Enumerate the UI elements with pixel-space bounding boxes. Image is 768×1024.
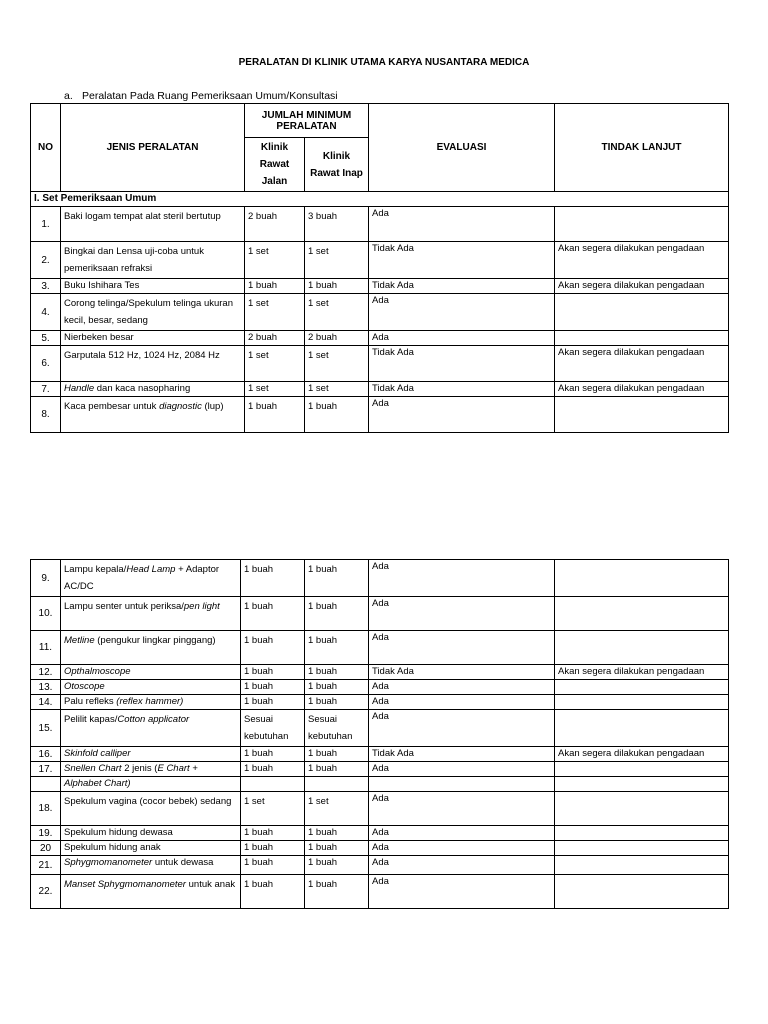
cell-jenis [61, 856, 241, 875]
cell-tindak [555, 331, 729, 346]
cell-jalan: 1 buah [241, 631, 305, 665]
subtitle-letter: a. [64, 90, 73, 102]
cell-evaluasi: Tidak Ada [369, 242, 555, 279]
cell-evaluasi: Ada [369, 680, 555, 695]
cell-no: 18. [31, 792, 61, 826]
cell-evaluasi: Ada [369, 841, 555, 856]
cell-inap: 1 buah [305, 875, 369, 909]
jenis-text: untuk anak [185, 879, 236, 890]
cell-tindak: Akan segera dilakukan pengadaan [555, 382, 729, 397]
cell-jalan: 1 buah [245, 279, 305, 294]
equipment-table-page1 [30, 103, 729, 433]
cell-evaluasi [369, 777, 555, 792]
cell-no: 14. [31, 695, 61, 710]
cell-inap: 1 buah [305, 762, 369, 777]
cell-inap: 1 buah [305, 826, 369, 841]
table-row [31, 331, 729, 346]
cell-inap: 1 buah [305, 631, 369, 665]
cell-no: 20 [31, 841, 61, 856]
jenis-text: 2 jenis ( [121, 763, 158, 774]
cell-inap: 3 buah [305, 207, 369, 242]
cell-evaluasi: Ada [369, 856, 555, 875]
cell-inap: 1 buah [305, 560, 369, 597]
cell-inap: 2 buah [305, 331, 369, 346]
cell-jalan: 1 buah [245, 397, 305, 433]
cell-evaluasi: Tidak Ada [369, 665, 555, 680]
cell-inap [305, 777, 369, 792]
cell-tindak [555, 762, 729, 777]
cell-jalan: 2 buah [245, 207, 305, 242]
jenis-text: Manset Sphygmomanometer [64, 879, 186, 890]
jenis-text: Lampu kepala/ [64, 564, 127, 575]
table-row [31, 762, 729, 777]
cell-jalan: 1 buah [241, 875, 305, 909]
jenis-text: Lampu senter untuk periksa/ [64, 601, 184, 612]
cell-tindak [555, 631, 729, 665]
table-row [31, 242, 729, 279]
cell-jenis [61, 695, 241, 710]
cell-jenis [61, 279, 245, 294]
cell-inap: 1 buah [305, 856, 369, 875]
cell-evaluasi: Ada [369, 875, 555, 909]
jenis-text: + [189, 763, 198, 774]
cell-jenis [61, 631, 241, 665]
cell-tindak: Akan segera dilakukan pengadaan [555, 346, 729, 382]
cell-tindak: Akan segera dilakukan pengadaan [555, 665, 729, 680]
cell-evaluasi: Ada [369, 695, 555, 710]
cell-jenis [61, 826, 241, 841]
cell-no: 15. [31, 710, 61, 747]
cell-inap: 1 set [305, 346, 369, 382]
cell-evaluasi: Tidak Ada [369, 747, 555, 762]
cell-inap: 1 buah [305, 747, 369, 762]
table-row [31, 680, 729, 695]
header-rawat-inap: Klinik Rawat Inap [305, 138, 369, 192]
cell-evaluasi: Ada [369, 597, 555, 631]
jenis-text: dan kaca nasopharing [94, 383, 191, 394]
jenis-text: Metline [64, 635, 95, 646]
cell-tindak [555, 294, 729, 331]
cell-tindak [555, 875, 729, 909]
cell-jenis [61, 875, 241, 909]
cell-tindak [555, 597, 729, 631]
jenis-text: Cotton applicator [117, 714, 190, 725]
cell-no: 17. [31, 762, 61, 777]
table-row [31, 560, 729, 597]
cell-evaluasi: Ada [369, 631, 555, 665]
cell-evaluasi: Ada [369, 710, 555, 747]
cell-no: 6. [31, 346, 61, 382]
cell-jenis [61, 597, 241, 631]
cell-tindak [555, 841, 729, 856]
cell-tindak [555, 826, 729, 841]
table-row [31, 826, 729, 841]
jenis-text: Alphabet Chart) [64, 778, 131, 789]
cell-jenis [61, 680, 241, 695]
jenis-text: Baki logam tempat alat steril bertutup [64, 211, 221, 222]
cell-jalan [241, 777, 305, 792]
table-row [31, 747, 729, 762]
cell-no: 4. [31, 294, 61, 331]
cell-no: 12. [31, 665, 61, 680]
cell-inap: 1 buah [305, 695, 369, 710]
document-title: PERALATAN DI KLINIK UTAMA KARYA NUSANTARA MEDICA [238, 57, 530, 68]
cell-no: 7. [31, 382, 61, 397]
cell-tindak: Akan segera dilakukan pengadaan [555, 242, 729, 279]
cell-jalan: 1 buah [241, 680, 305, 695]
cell-evaluasi: Ada [369, 560, 555, 597]
jenis-text: Kaca pembesar untuk [64, 401, 157, 412]
cell-evaluasi: Ada [369, 397, 555, 433]
cell-tindak [555, 560, 729, 597]
table-row [31, 382, 729, 397]
cell-jenis [61, 762, 241, 777]
cell-inap: 1 set [305, 242, 369, 279]
cell-jalan: 1 set [245, 346, 305, 382]
table-row [31, 777, 729, 792]
cell-jenis [61, 382, 245, 397]
cell-evaluasi: Ada [369, 826, 555, 841]
cell-jenis [61, 560, 241, 597]
jenis-text: Pelilit kapas/ [64, 714, 118, 725]
cell-no: 21. [31, 856, 61, 875]
cell-jenis [61, 207, 245, 242]
cell-inap: 1 buah [305, 680, 369, 695]
jenis-text: Bingkai dan Lensa uji-coba untuk pemeriksaan refraksi [64, 246, 204, 274]
table-row [31, 279, 729, 294]
cell-evaluasi: Ada [369, 207, 555, 242]
cell-jalan: 1 buah [241, 841, 305, 856]
jenis-text: Garputala 512 Hz, 1024 Hz, 2084 Hz [64, 350, 220, 361]
cell-tindak [555, 680, 729, 695]
table-body-page2 [31, 560, 729, 909]
cell-no: 11. [31, 631, 61, 665]
jenis-text: Spekulum hidung dewasa [64, 827, 173, 838]
cell-jenis [61, 346, 245, 382]
header-jumlah: JUMLAH MINIMUM PERALATAN [245, 104, 369, 138]
cell-no: 22. [31, 875, 61, 909]
cell-jenis [61, 294, 245, 331]
jenis-text: Corong telinga/Spekulum telinga ukuran kecil, besar, sedang [64, 298, 233, 326]
jenis-text: Nierbeken besar [64, 332, 134, 343]
jenis-text: Palu refleks [64, 696, 117, 707]
cell-jalan: 1 buah [241, 826, 305, 841]
cell-jalan: Sesuai kebutuhan [241, 710, 305, 747]
cell-jalan: 1 buah [241, 762, 305, 777]
cell-no: 16. [31, 747, 61, 762]
cell-jenis [61, 331, 245, 346]
equipment-table-page2 [30, 559, 729, 909]
jenis-text: Spekulum vagina (cocor bebek) sedang [64, 796, 232, 807]
cell-tindak [555, 777, 729, 792]
table-body-page1 [31, 207, 729, 433]
cell-evaluasi: Tidak Ada [369, 279, 555, 294]
cell-no: 5. [31, 331, 61, 346]
header-jenis: JENIS PERALATAN [61, 104, 245, 192]
cell-evaluasi: Ada [369, 331, 555, 346]
jenis-text: + Adaptor AC/DC [64, 564, 220, 592]
cell-no: 13. [31, 680, 61, 695]
cell-no: 2. [31, 242, 61, 279]
jenis-text: Buku Ishihara Tes [64, 280, 140, 291]
header-tindak-lanjut: TINDAK LANJUT [555, 104, 729, 192]
jenis-text: untuk dewasa [152, 857, 214, 868]
cell-inap: 1 buah [305, 279, 369, 294]
jenis-text: Spekulum hidung anak [64, 842, 161, 853]
cell-inap: 1 buah [305, 597, 369, 631]
section-subtitle [64, 90, 338, 102]
cell-evaluasi: Tidak Ada [369, 346, 555, 382]
cell-jalan: 1 set [241, 792, 305, 826]
cell-jenis [61, 397, 245, 433]
cell-no: 3. [31, 279, 61, 294]
jenis-text: Otoscope [64, 681, 105, 692]
cell-jenis [61, 792, 241, 826]
cell-evaluasi: Ada [369, 762, 555, 777]
cell-tindak: Akan segera dilakukan pengadaan [555, 279, 729, 294]
table-row [31, 597, 729, 631]
cell-tindak [555, 856, 729, 875]
cell-evaluasi: Tidak Ada [369, 382, 555, 397]
cell-jalan: 2 buah [245, 331, 305, 346]
cell-jalan: 1 set [245, 382, 305, 397]
jenis-text: (pengukur lingkar pinggang) [94, 635, 216, 646]
cell-no: 1. [31, 207, 61, 242]
cell-jenis [61, 665, 241, 680]
cell-tindak [555, 207, 729, 242]
cell-evaluasi: Ada [369, 294, 555, 331]
cell-inap: 1 set [305, 382, 369, 397]
cell-jalan: 1 set [245, 294, 305, 331]
table-row [31, 397, 729, 433]
jenis-text: (lup) [201, 401, 224, 412]
cell-jenis [61, 242, 245, 279]
table-row [31, 294, 729, 331]
table-row [31, 856, 729, 875]
cell-no: 10. [31, 597, 61, 631]
cell-inap: 1 buah [305, 397, 369, 433]
cell-jalan: 1 buah [241, 856, 305, 875]
jenis-text: Head Lamp [126, 564, 176, 575]
jenis-text: Sphygmomanometer [64, 857, 153, 868]
jenis-text: Snellen Chart [64, 763, 122, 774]
cell-inap: 1 buah [305, 841, 369, 856]
cell-inap: 1 set [305, 294, 369, 331]
header-evaluasi: EVALUASI [369, 104, 555, 192]
cell-jenis [61, 841, 241, 856]
cell-tindak [555, 695, 729, 710]
table-row [31, 792, 729, 826]
cell-inap: 1 buah [305, 665, 369, 680]
cell-tindak [555, 397, 729, 433]
header-no: NO [31, 104, 61, 192]
cell-jalan: 1 buah [241, 747, 305, 762]
jenis-text: diagnostic [159, 401, 202, 412]
table-row [31, 631, 729, 665]
table-row [31, 710, 729, 747]
table-row [31, 665, 729, 680]
table-row [31, 875, 729, 909]
cell-no: 19. [31, 826, 61, 841]
jenis-text: (reflex hammer) [116, 696, 184, 707]
cell-no: 9. [31, 560, 61, 597]
jenis-text: pen light [183, 601, 220, 612]
table-row [31, 346, 729, 382]
cell-jalan: 1 buah [241, 597, 305, 631]
subtitle-text: Peralatan Pada Ruang Pemeriksaan Umum/Konsultasi [82, 90, 338, 102]
jenis-text: Opthalmoscope [64, 666, 131, 677]
cell-tindak: Akan segera dilakukan pengadaan [555, 747, 729, 762]
cell-evaluasi: Ada [369, 792, 555, 826]
cell-jenis [61, 747, 241, 762]
cell-no [31, 777, 61, 792]
cell-jenis [61, 710, 241, 747]
header-rawat-jalan: Klinik Rawat Jalan [245, 138, 305, 192]
cell-jalan: 1 buah [241, 560, 305, 597]
cell-tindak [555, 710, 729, 747]
cell-no: 8. [31, 397, 61, 433]
section-heading: I. Set Pemeriksaan Umum [31, 192, 729, 207]
cell-jalan: 1 buah [241, 665, 305, 680]
cell-inap: Sesuai kebutuhan [305, 710, 369, 747]
jenis-text: Skinfold calliper [64, 748, 131, 759]
cell-jalan: 1 set [245, 242, 305, 279]
table-row [31, 207, 729, 242]
table-row [31, 841, 729, 856]
jenis-text: Handle [64, 383, 95, 394]
table-row [31, 695, 729, 710]
jenis-text: E Chart [157, 763, 190, 774]
cell-jalan: 1 buah [241, 695, 305, 710]
cell-jenis [61, 777, 241, 792]
cell-tindak [555, 792, 729, 826]
cell-inap: 1 set [305, 792, 369, 826]
